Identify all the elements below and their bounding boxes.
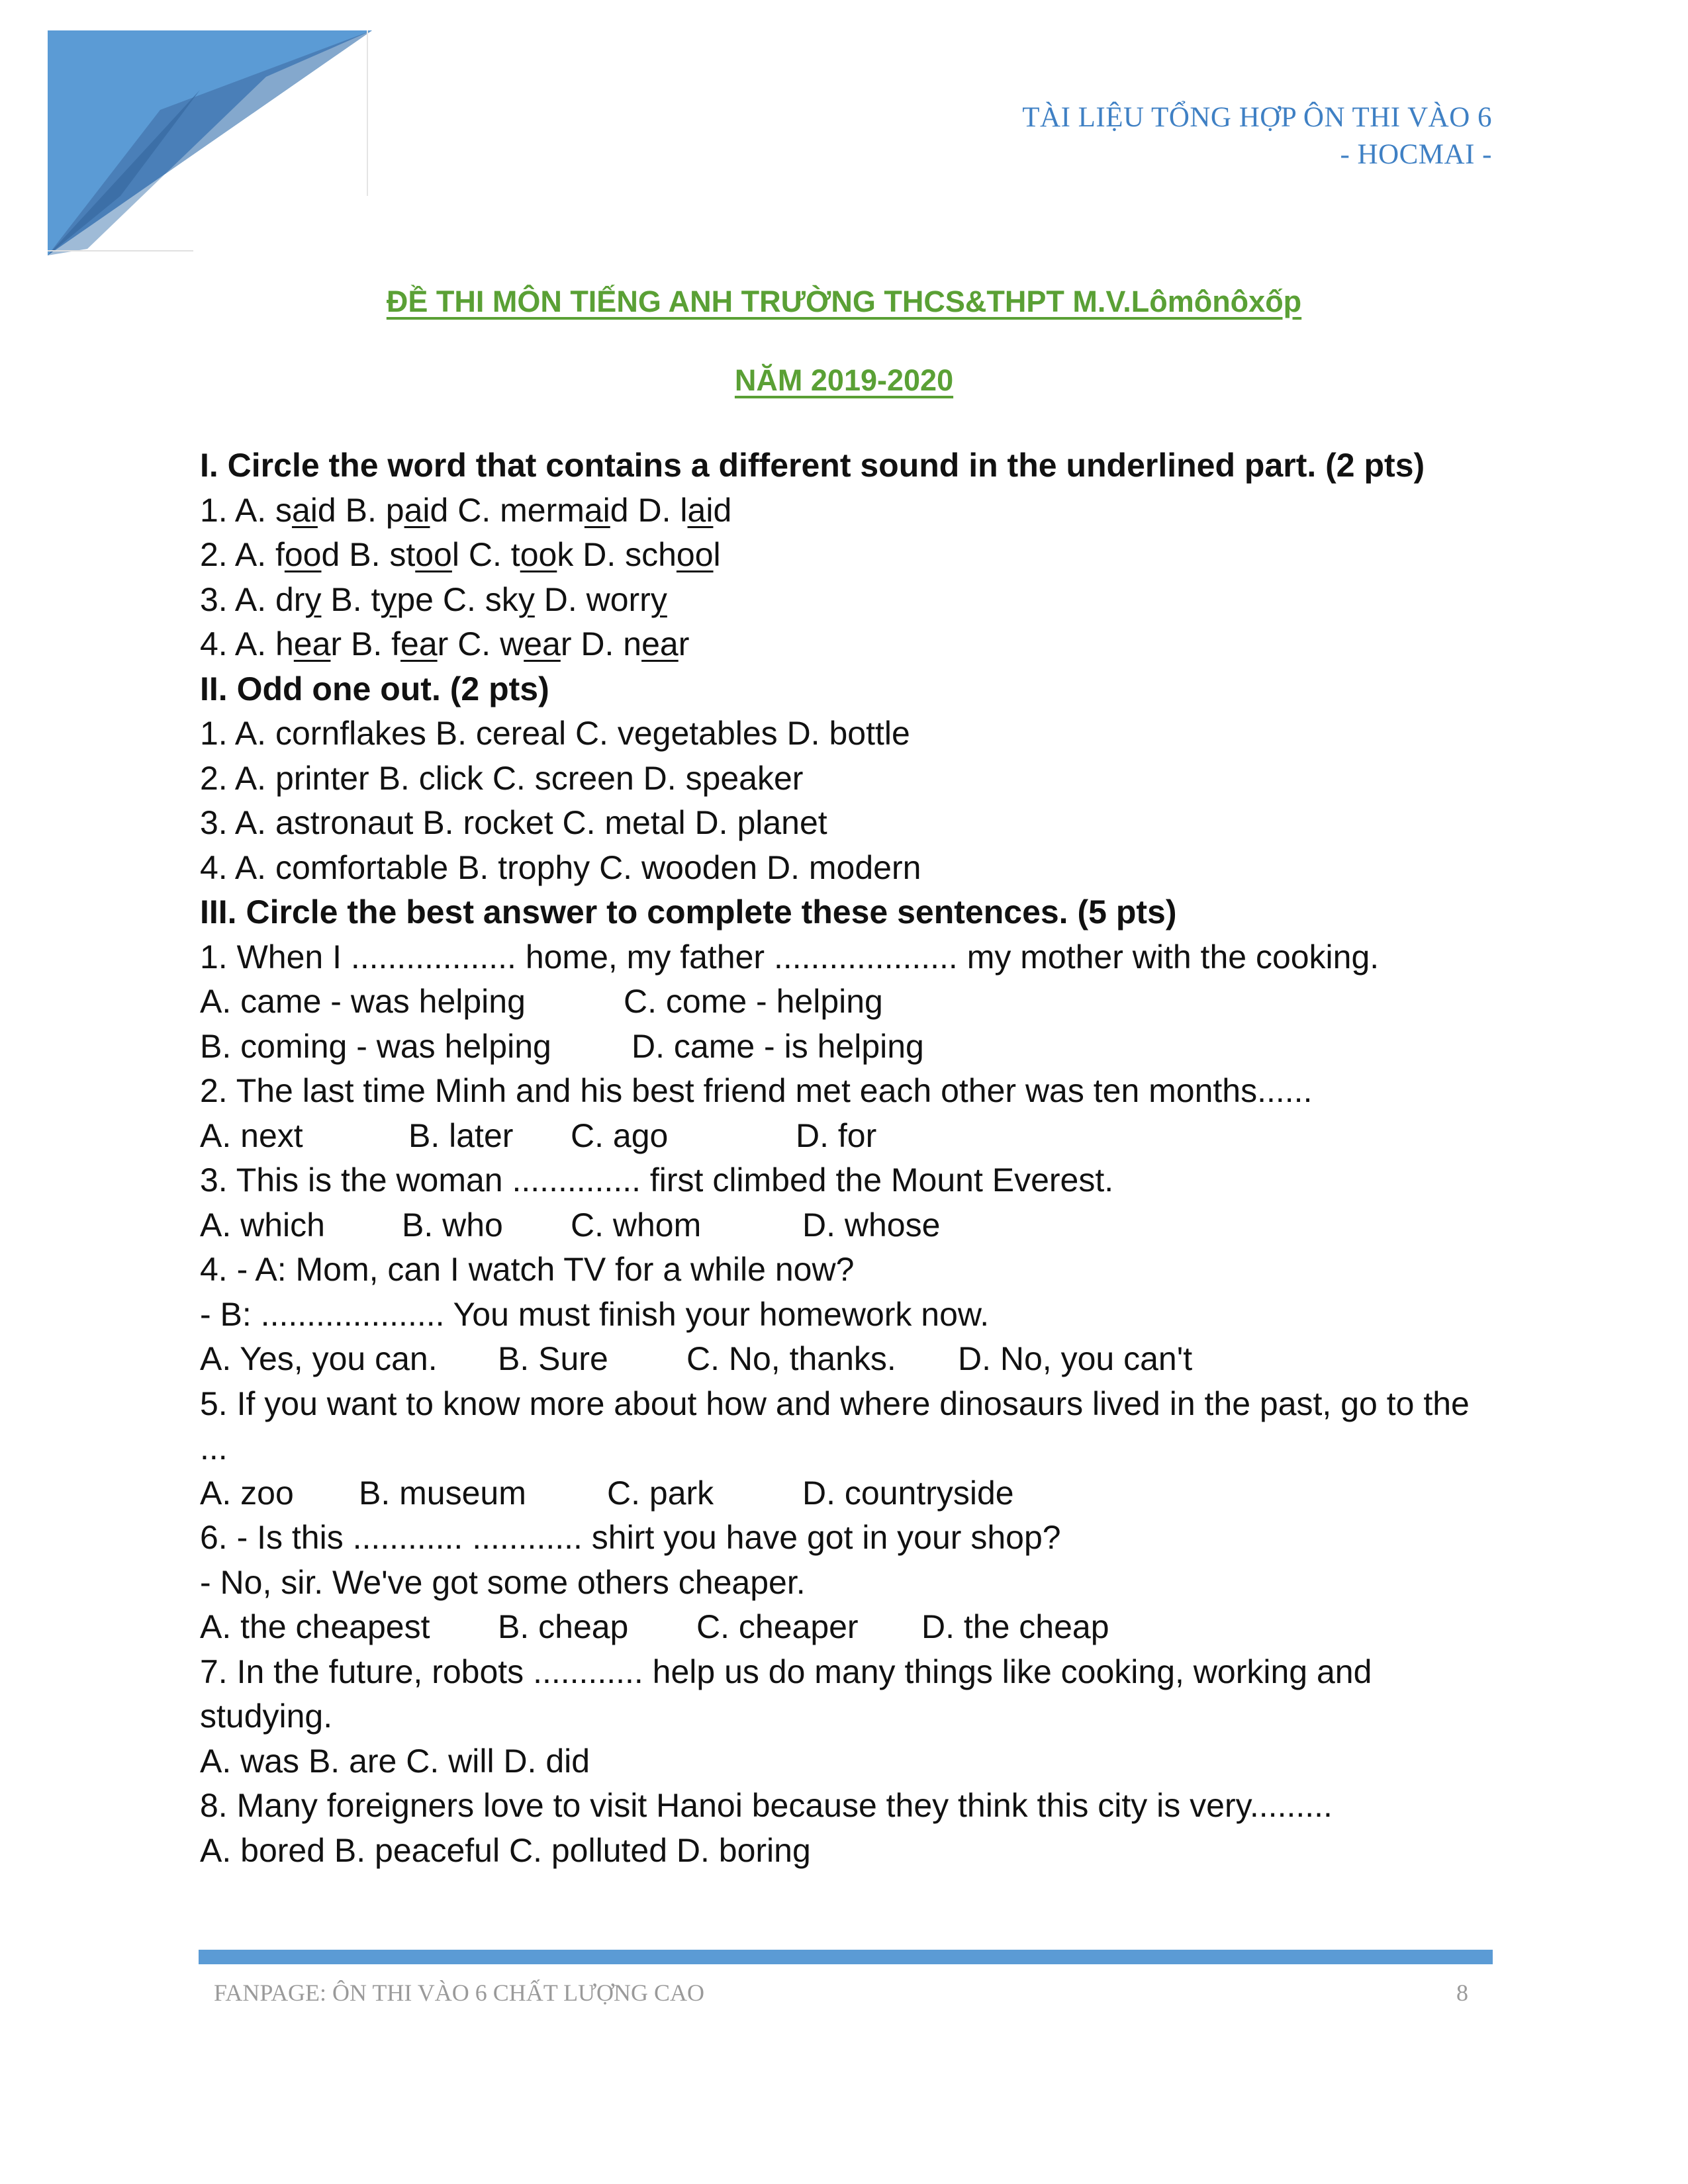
question-7-stem: 7. In the future, robots ............ help us do many things like cooking, working and studying. <box>200 1653 1372 1735</box>
option: A. came - was helping <box>200 983 526 1020</box>
underlined-part: oo <box>415 536 452 573</box>
exam-year: NĂM 2019-2020 <box>734 363 954 397</box>
underlined-part: ea <box>293 625 331 662</box>
list-item: 1. A. cornflakes B. cereal C. vegetables D. bottle <box>200 715 910 752</box>
question-4-options <box>200 1337 1491 1382</box>
question-8-stem: 8. Many foreigners love to visit Hanoi because they think this city is very......... <box>200 1787 1333 1824</box>
underlined-part: ai <box>404 491 430 529</box>
option-b <box>330 581 434 618</box>
publisher-logo <box>48 30 372 255</box>
option: C. cheaper <box>696 1608 859 1645</box>
document-header <box>1022 99 1492 173</box>
question-7-options: A. was B. are C. will D. did <box>200 1742 590 1780</box>
option-text: C. sk <box>442 580 518 618</box>
option: C. whom <box>571 1206 702 1244</box>
question-3-options <box>200 1203 1491 1248</box>
question-5-options <box>200 1471 1491 1516</box>
question-2-stem: 2. The last time Minh and his best friend met each other was ten months...... <box>200 1072 1313 1109</box>
option: B. who <box>402 1206 503 1244</box>
option-text: B. st <box>349 536 416 573</box>
option-text: A. dr <box>234 580 305 618</box>
question-6-stem: 6. - Is this ............ ............ shirt you have got in your shop? <box>200 1519 1061 1556</box>
option-text: B. p <box>345 491 404 529</box>
option-text: r <box>330 625 342 662</box>
underlined-part: y <box>650 580 667 618</box>
option: C. No, thanks. <box>686 1340 896 1377</box>
option-text: k <box>557 536 574 573</box>
option-c <box>469 536 573 573</box>
option-text: d <box>321 536 340 573</box>
question-1-stem: 1. When I .................. home, my father .................... my mother with the cooking. <box>200 938 1380 976</box>
footer-divider <box>199 1950 1493 1964</box>
option: D. No, you can't <box>958 1340 1193 1377</box>
footer-fanpage: FANPAGE: ÔN THI VÀO 6 CHẤT LƯỢNG CAO <box>214 1979 704 2006</box>
option-text: A. h <box>234 625 294 662</box>
option-c <box>457 625 571 662</box>
option-text: l <box>713 536 721 573</box>
option-b <box>351 625 448 662</box>
option-d <box>638 492 732 529</box>
option-text: D. n <box>581 625 642 662</box>
underlined-part: y <box>305 580 322 618</box>
option-text: d <box>713 491 732 529</box>
question-1-options-row2 <box>200 1024 1491 1069</box>
page-number: 8 <box>1456 1979 1468 2006</box>
underlined-part: y <box>380 580 397 618</box>
underlined-part: ai <box>687 491 714 529</box>
section-3-heading: III. Circle the best answer to complete these sentences. (5 pts) <box>200 893 1177 931</box>
option: A. next <box>200 1116 303 1154</box>
option-a <box>235 492 336 529</box>
option: B. later <box>408 1116 514 1154</box>
option: B. museum <box>359 1474 526 1512</box>
section-1-heading: I. Circle the word that contains a different sound in the underlined part. (2 pts) <box>200 447 1425 484</box>
list-item: 3. A. astronaut B. rocket C. metal D. planet <box>200 804 827 841</box>
option-c <box>443 581 535 618</box>
option-text: d <box>430 491 449 529</box>
question-6-options <box>200 1605 1491 1650</box>
option-a <box>235 581 322 618</box>
option: B. cheap <box>498 1608 629 1645</box>
question-line <box>200 622 1491 667</box>
question-line <box>200 533 1491 578</box>
option: D. came - is helping <box>632 1027 924 1065</box>
option: A. zoo <box>200 1474 294 1512</box>
option: D. the cheap <box>921 1608 1109 1645</box>
question-5-stem: 5. If you want to know more about how and where dinosaurs lived in the past, go to the ... <box>200 1385 1470 1467</box>
list-item: 4. A. comfortable B. trophy C. wooden D. modern <box>200 848 921 886</box>
option-text: C. t <box>468 536 520 573</box>
question-1-options-row1 <box>200 979 1491 1024</box>
underlined-part: y <box>518 580 535 618</box>
option-text: C. merm <box>457 491 585 529</box>
option: B. Sure <box>498 1340 608 1377</box>
option: D. countryside <box>802 1474 1014 1512</box>
option-text: B. t <box>330 580 381 618</box>
option-text: r <box>678 625 690 662</box>
option-text: l <box>451 536 459 573</box>
question-6-response: - No, sir. We've got some others cheaper. <box>200 1563 806 1601</box>
option: A. Yes, you can. <box>200 1340 438 1377</box>
underlined-part: oo <box>520 536 557 573</box>
underlined-part: oo <box>676 536 714 573</box>
option-text: d <box>610 491 629 529</box>
option: C. ago <box>571 1116 669 1154</box>
option-d <box>583 536 720 573</box>
option-d <box>544 581 667 618</box>
question-number: 4. <box>200 625 228 662</box>
header-subtitle: - HOCMAI - <box>1340 139 1492 170</box>
option: D. for <box>796 1116 877 1154</box>
option: D. whose <box>802 1206 941 1244</box>
option-text: A. s <box>234 491 292 529</box>
question-number: 1. <box>200 491 228 529</box>
list-item: 2. A. printer B. click C. screen D. speaker <box>200 759 804 797</box>
option-text: D. worr <box>543 580 651 618</box>
option: B. coming - was helping <box>200 1027 551 1065</box>
underlined-part: ai <box>584 491 610 529</box>
option-text: r <box>560 625 572 662</box>
underlined-part: ai <box>291 491 318 529</box>
underlined-part: oo <box>284 536 322 573</box>
section-2-heading: II. Odd one out. (2 pts) <box>200 670 549 707</box>
option-text: r <box>437 625 449 662</box>
option-c <box>457 492 628 529</box>
exam-content <box>200 443 1491 1873</box>
option-text: D. l <box>637 491 688 529</box>
underlined-part: ea <box>524 625 561 662</box>
question-line <box>200 578 1491 623</box>
option-text: D. sch <box>583 536 677 573</box>
underlined-part: ea <box>400 625 438 662</box>
question-3-stem: 3. This is the woman .............. first climbed the Mount Everest. <box>200 1161 1114 1199</box>
exam-title: ĐỀ THI MÔN TIẾNG ANH TRƯỜNG THCS&THPT M.V.Lômônôxốp <box>386 285 1302 318</box>
question-line <box>200 488 1491 533</box>
question-number: 3. <box>200 580 228 618</box>
option: A. which <box>200 1206 325 1244</box>
underlined-part: ea <box>641 625 679 662</box>
header-title: TÀI LIỆU TỔNG HỢP ÔN THI VÀO 6 <box>1022 102 1492 133</box>
option-d <box>581 625 689 662</box>
question-number: 2. <box>200 536 228 573</box>
option: C. come - helping <box>624 983 883 1020</box>
question-2-options <box>200 1114 1491 1159</box>
option-text: pe <box>397 580 434 618</box>
section-1-items <box>200 488 1491 667</box>
option-text: C. w <box>457 625 524 662</box>
option-text: B. f <box>350 625 401 662</box>
question-4-response: - B: .................... You must finish your homework now. <box>200 1295 990 1333</box>
option-text: A. f <box>234 536 285 573</box>
option-b <box>346 492 449 529</box>
question-8-options: A. bored B. peaceful C. polluted D. boring <box>200 1831 811 1869</box>
question-4-stem: 4. - A: Mom, can I watch TV for a while now? <box>200 1251 855 1288</box>
option: C. park <box>607 1474 714 1512</box>
option-a <box>235 536 340 573</box>
option-a <box>235 625 342 662</box>
option: A. the cheapest <box>200 1608 430 1645</box>
option-b <box>349 536 459 573</box>
option-text: d <box>317 491 336 529</box>
